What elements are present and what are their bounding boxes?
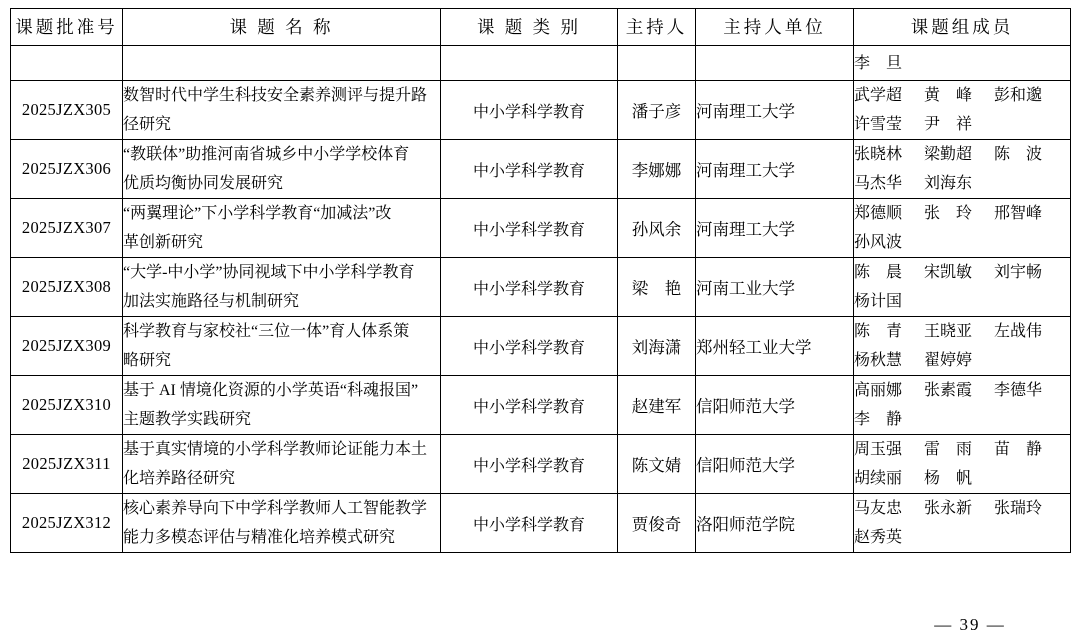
- cell-host: 贾俊奇: [618, 494, 696, 553]
- column-header-host-unit: 主持人单位: [696, 9, 854, 46]
- cell-approval-number: 2025JZX306: [11, 140, 123, 199]
- cell-project-category: 中小学科学教育: [441, 199, 618, 258]
- cell-approval-number: 2025JZX311: [11, 435, 123, 494]
- cell-project-title: 科学教育与家校社“三位一体”育人体系策 略研究: [123, 317, 441, 376]
- cell-project-title: [123, 46, 441, 81]
- column-header-project-category: 课 题 类 别: [441, 9, 618, 46]
- cell-project-title: 核心素养导向下中学科学教师人工智能教学 能力多模态评估与精准化培养模式研究: [123, 494, 441, 553]
- cell-members: [854, 435, 1071, 494]
- member-line: 郑德顺 张 玲 邢智峰: [854, 205, 1043, 222]
- member-line: 张晓林 梁勤超 陈 波: [854, 146, 1043, 163]
- cell-project-title: 基于真实情境的小学科学教师论证能力本土 化培养路径研究: [123, 435, 441, 494]
- table-header-row: [11, 9, 1071, 46]
- cell-members: [854, 494, 1071, 553]
- project-approval-table: [10, 8, 1071, 553]
- column-header-project-title: 课 题 名 称: [123, 9, 441, 46]
- table-row: [11, 258, 1071, 317]
- cell-project-category: 中小学科学教育: [441, 140, 618, 199]
- cell-project-title: “大学-中小学”协同视域下中小学科学教育 加法实施路径与机制研究: [123, 258, 441, 317]
- table-row-partial-top: [11, 46, 1071, 81]
- member-line: 杨秋慧 翟婷婷: [854, 352, 973, 369]
- column-header-approval-number: 课题批准号: [11, 9, 123, 46]
- cell-host: [618, 46, 696, 81]
- table-row: [11, 140, 1071, 199]
- member-line: 孙风波: [854, 234, 903, 251]
- cell-host: 李娜娜: [618, 140, 696, 199]
- cell-members: [854, 81, 1071, 140]
- member-line: 陈 青 王晓亚 左战伟: [854, 323, 1043, 340]
- cell-approval-number: 2025JZX305: [11, 81, 123, 140]
- member-line: 赵秀英: [854, 529, 903, 546]
- member-line: 高丽娜 张素霞 李德华: [854, 382, 1043, 399]
- cell-host-unit: [696, 46, 854, 81]
- member-line: 周玉强 雷 雨 苗 静: [854, 441, 1043, 458]
- cell-host-unit: 河南理工大学: [696, 81, 854, 140]
- cell-host: 梁 艳: [618, 258, 696, 317]
- table-row: [11, 199, 1071, 258]
- cell-host-unit: 河南理工大学: [696, 199, 854, 258]
- table-row: [11, 435, 1071, 494]
- cell-members: [854, 46, 1071, 81]
- cell-host: 孙风余: [618, 199, 696, 258]
- cell-members: [854, 376, 1071, 435]
- member-line: 武学超 黄 峰 彭和邈: [854, 87, 1043, 104]
- member-line: 马友忠 张永新 张瑞玲: [854, 500, 1043, 517]
- member-line: 李 静: [854, 411, 903, 428]
- member-line: 李 旦: [854, 54, 903, 72]
- cell-host-unit: 洛阳师范学院: [696, 494, 854, 553]
- cell-project-category: 中小学科学教育: [441, 317, 618, 376]
- member-line: 杨计国: [854, 293, 903, 310]
- cell-host: 潘子彦: [618, 81, 696, 140]
- member-line: 胡续丽 杨 帆: [854, 470, 973, 487]
- cell-project-category: [441, 46, 618, 81]
- cell-approval-number: 2025JZX308: [11, 258, 123, 317]
- member-line: 马杰华 刘海东: [854, 175, 973, 192]
- cell-host: 赵建军: [618, 376, 696, 435]
- table-row: [11, 376, 1071, 435]
- cell-host: 刘海潇: [618, 317, 696, 376]
- cell-approval-number: 2025JZX309: [11, 317, 123, 376]
- column-header-members: 课题组成员: [854, 9, 1071, 46]
- member-line: 许雪莹 尹 祥: [854, 116, 973, 133]
- cell-project-category: 中小学科学教育: [441, 376, 618, 435]
- cell-project-title: 基于 AI 情境化资源的小学英语“科魂报国” 主题教学实践研究: [123, 376, 441, 435]
- table-row: [11, 317, 1071, 376]
- cell-project-title: “教联体”助推河南省城乡中小学学校体育 优质均衡协同发展研究: [123, 140, 441, 199]
- member-line: 陈 晨 宋凯敏 刘宇畅: [854, 264, 1043, 281]
- cell-project-category: 中小学科学教育: [441, 435, 618, 494]
- cell-approval-number: 2025JZX307: [11, 199, 123, 258]
- cell-host-unit: 河南工业大学: [696, 258, 854, 317]
- cell-members: [854, 140, 1071, 199]
- table-row: [11, 494, 1071, 553]
- table-row: [11, 81, 1071, 140]
- cell-approval-number: 2025JZX310: [11, 376, 123, 435]
- cell-members: [854, 258, 1071, 317]
- cell-approval-number: 2025JZX312: [11, 494, 123, 553]
- cell-members: [854, 317, 1071, 376]
- page-number: — 39 —: [934, 615, 1006, 634]
- column-header-host: 主持人: [618, 9, 696, 46]
- cell-project-category: 中小学科学教育: [441, 494, 618, 553]
- cell-host: 陈文婧: [618, 435, 696, 494]
- cell-approval-number: [11, 46, 123, 81]
- cell-project-title: “两翼理论”下小学科学教育“加减法”改 革创新研究: [123, 199, 441, 258]
- page-footer: [0, 615, 1080, 635]
- cell-host-unit: 信阳师范大学: [696, 376, 854, 435]
- cell-host-unit: 郑州轻工业大学: [696, 317, 854, 376]
- cell-project-category: 中小学科学教育: [441, 258, 618, 317]
- cell-project-category: 中小学科学教育: [441, 81, 618, 140]
- cell-host-unit: 河南理工大学: [696, 140, 854, 199]
- cell-project-title: 数智时代中学生科技安全素养测评与提升路 径研究: [123, 81, 441, 140]
- cell-host-unit: 信阳师范大学: [696, 435, 854, 494]
- cell-members: [854, 199, 1071, 258]
